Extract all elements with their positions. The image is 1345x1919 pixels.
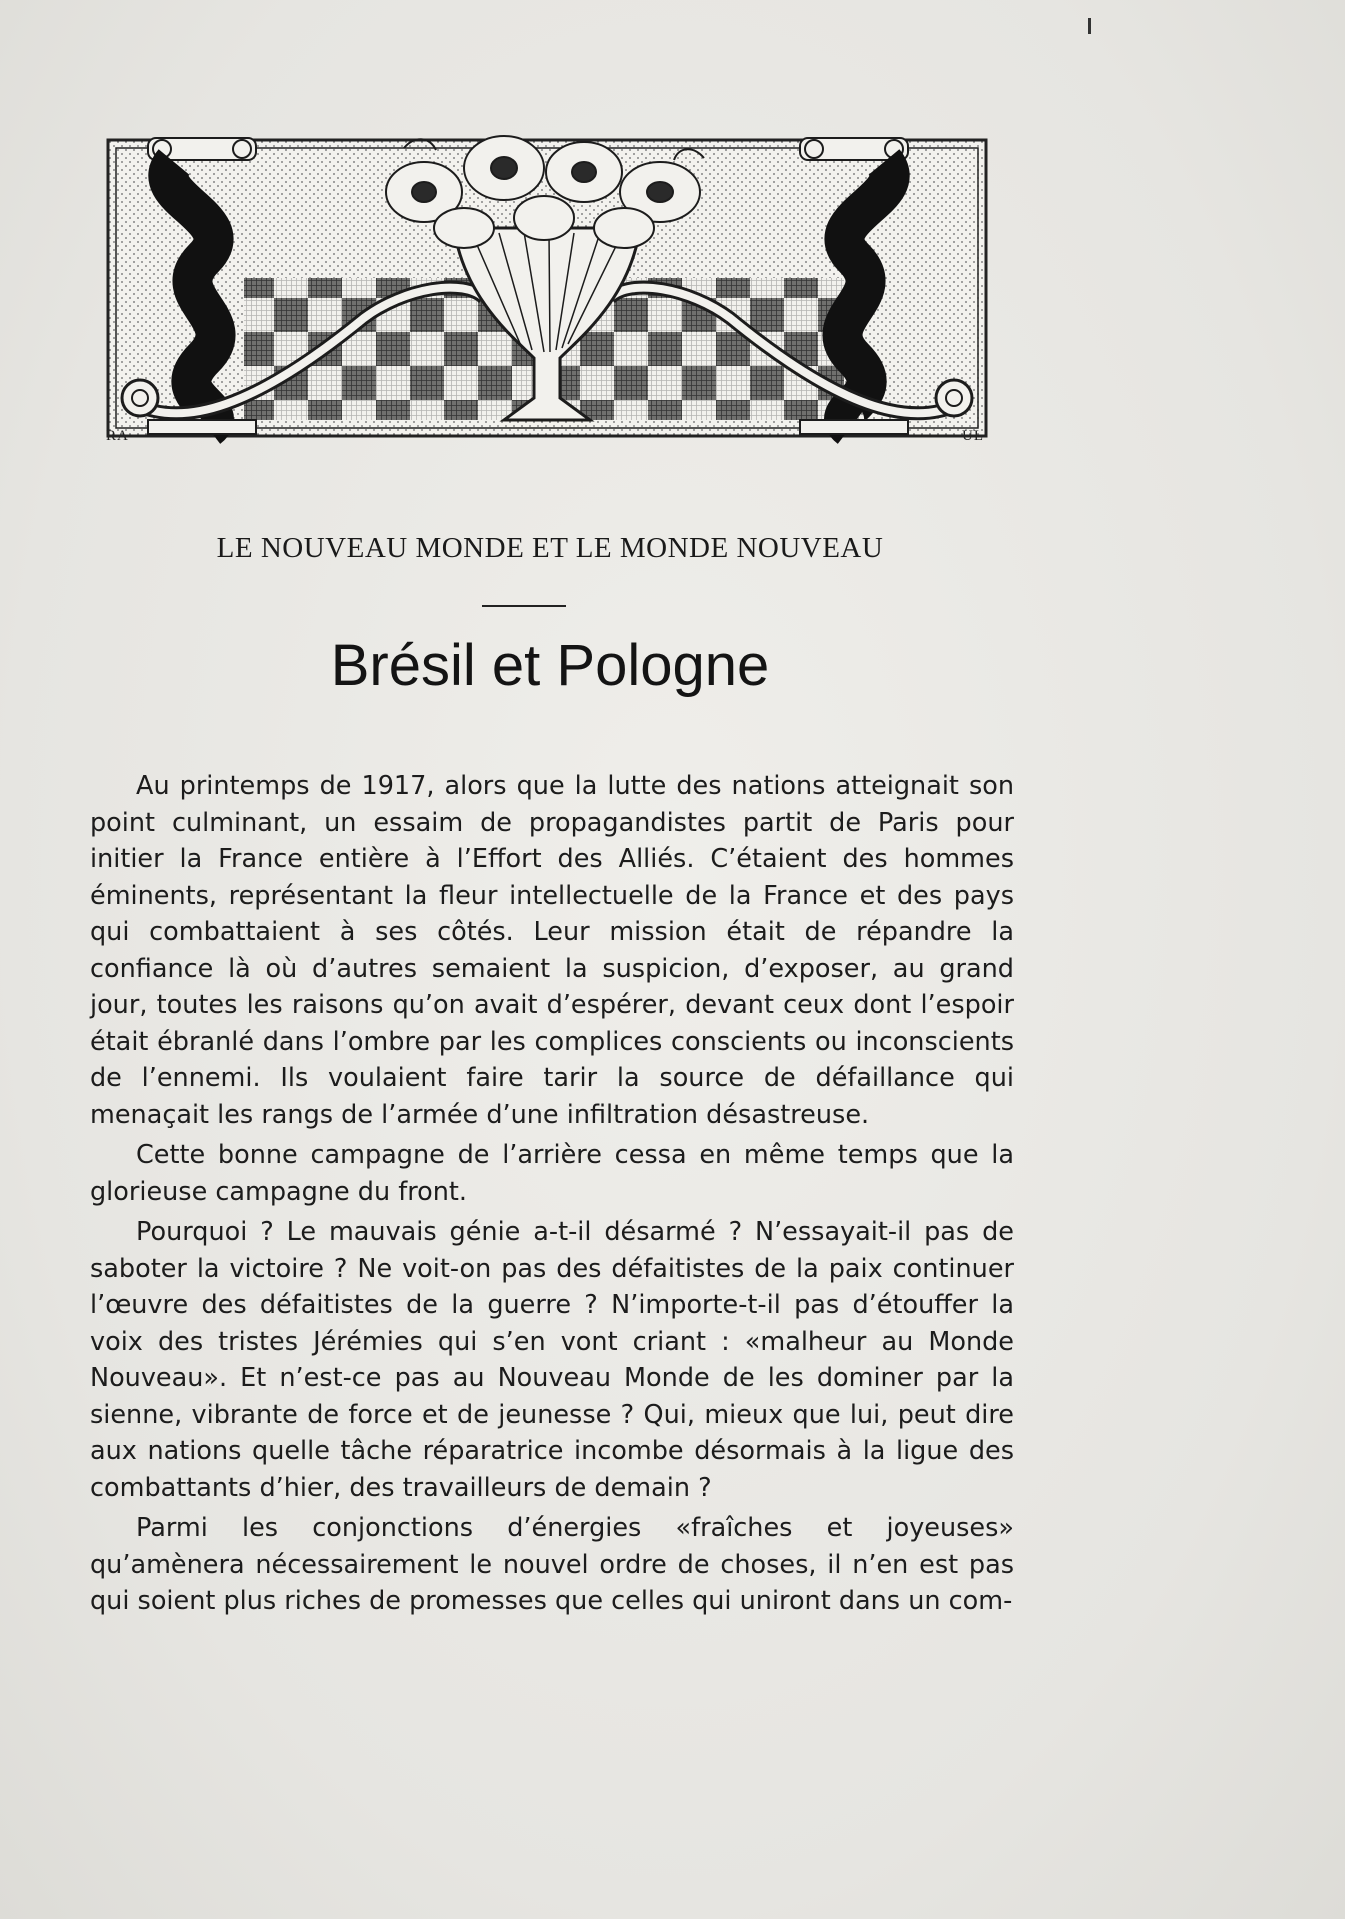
article-title: Brésil et Pologne <box>330 633 770 698</box>
decorative-headpiece <box>104 128 1014 450</box>
artist-signature-right: UL <box>962 428 984 444</box>
series-title: LE NOUVEAU MONDE ET LE MONDE NOUVEAU <box>216 532 884 564</box>
paragraph-1: Au printemps de 1917, alors que la lutte des nations atteignait son point culminant, un essaim de propagandistes partit de Paris pour initier la France entière à l’Effort des Alliés. C’étaient des hommes éminents, représentant la fleur intellectuelle de la France et des pays qui combattaient à ses côtés. Leur mission était de répandre la confiance là où d’autres semaient la suspicion, d’exposer, au grand jour, toutes les raisons qu’on avait d’espérer, devant ceux dont l’espoir était ébranlé dans l’ombre par les complices conscients ou inconscients de l’ennemi. Ils voulaient faire tarir la source de défaillance qui menaçait les rangs de l’armée d’une infiltration désastreuse. <box>90 771 1014 1130</box>
title-divider <box>482 605 566 607</box>
paragraph-2: Cette bonne campagne de l’arrière cessa en même temps que la glorieuse campagne du front. <box>90 1140 1014 1207</box>
artist-signature-left: RA <box>106 428 129 444</box>
article-body <box>90 768 1014 1624</box>
paragraph-3: Pourquoi ? Le mauvais génie a-t-il désarmé ? N’essayait-il pas de saboter la victoire ? Ne voit-on pas des défaitistes de la paix continuer l’œuvre des défaitistes de la guerre ? N’importe-t-il pas d’étouffer la voix des tristes Jérémies qui s’en vont criant : «malheur au Monde Nouveau». Et n’est-ce pas au Nouveau Monde de les dominer par la sienne, vibrante de force et de jeunesse ? Qui, mieux que lui, peut dire aux nations quelle tâche réparatrice incombe désormais à la ligue des combattants d’hier, des travailleurs de demain ? <box>90 1217 1014 1503</box>
paragraph-4: Parmi les conjonctions d’énergies «fraîches et joyeuses» qu’amènera nécessairement le nouvel ordre de choses, il n’en est pas qui soient plus riches de promesses que celles qui uniront dans un com- <box>90 1513 1014 1616</box>
page-number-mark <box>1088 18 1091 34</box>
